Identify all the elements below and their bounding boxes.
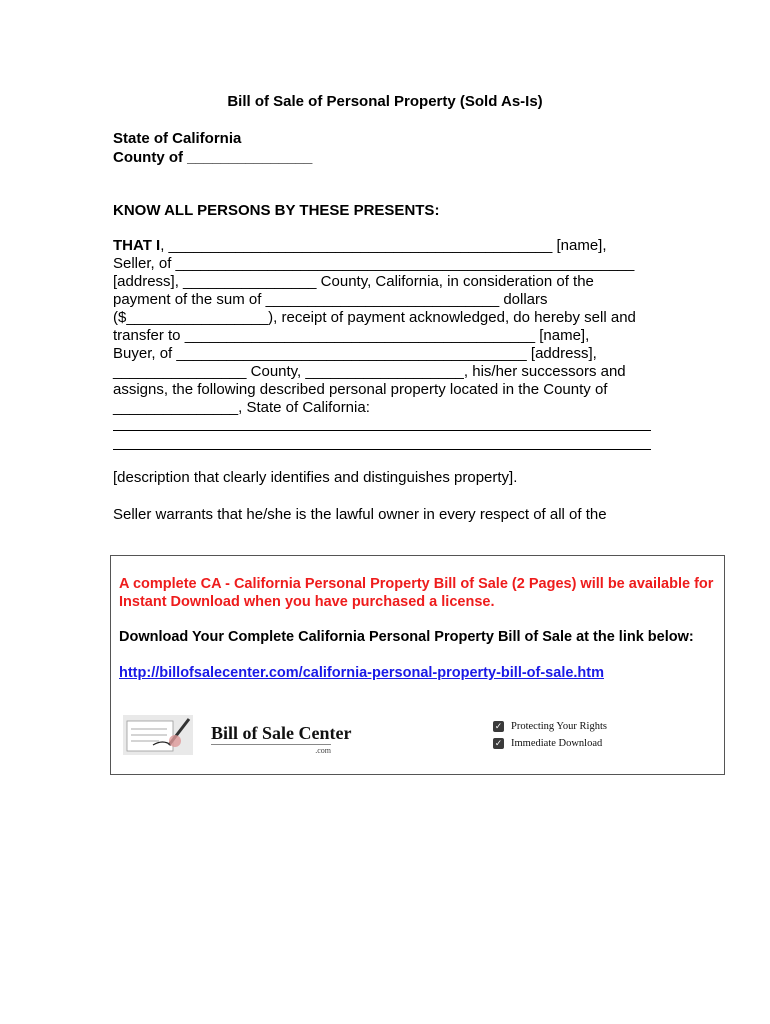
description-note: [description that clearly identifies and distinguishes property].: [113, 469, 518, 486]
checkmark-icon: ✓: [494, 721, 503, 732]
state-line: State of California: [113, 130, 242, 147]
know-all-heading: KNOW ALL PERSONS BY THESE PRESENTS:: [113, 202, 440, 219]
jurisdiction-block: [113, 129, 312, 167]
purchase-notice: A complete CA - California Personal Property Bill of Sale (2 Pages) will be available for Instant Download when you have purchased a license.: [119, 576, 714, 610]
body-line: Seller, of _______________________________________________________: [113, 255, 635, 272]
download-instruction: Download Your Complete California Personal Property Bill of Sale at the link below:: [119, 629, 694, 645]
body-line: ________________ County, ___________________, his/her successors and: [113, 363, 626, 380]
body-line: [address], ________________ County, California, in consideration of the: [113, 273, 594, 290]
brand-banner: [123, 711, 683, 759]
brand-name: Bill of Sale Center: [211, 723, 352, 743]
body-paragraph: [113, 237, 653, 417]
brand-suffix: .com: [211, 744, 331, 755]
purchase-notice-box: [110, 555, 725, 775]
body-line: assigns, the following described personal property located in the County of: [113, 381, 608, 398]
body-line: payment of the sum of ____________________________ dollars: [113, 291, 548, 308]
pen-signing-icon: [123, 715, 193, 755]
warranty-text: Seller warrants that he/she is the lawful owner in every respect of all of the: [113, 506, 607, 523]
body-line: _______________, State of California:: [113, 399, 370, 416]
description-blank-line: [113, 449, 651, 450]
that-i-lead: THAT I: [113, 237, 161, 254]
county-line: County of _______________: [113, 149, 313, 166]
description-blank-line: [113, 430, 651, 431]
body-line: transfer to __________________________________________ [name],: [113, 327, 590, 344]
feature-item: ✓ Protecting Your Rights: [494, 721, 607, 732]
document-title: Bill of Sale of Personal Property (Sold As-Is): [227, 93, 543, 110]
body-line: Buyer, of __________________________________________ [address],: [113, 345, 597, 362]
body-line: ($_________________), receipt of payment acknowledged, do hereby sell and: [113, 309, 636, 326]
checkmark-icon: ✓: [494, 738, 503, 749]
feature-item: ✓ Immediate Download: [494, 738, 603, 749]
body-line: THAT I, ______________________________________________ [name],: [113, 237, 607, 254]
download-link[interactable]: http://billofsalecenter.com/california-personal-property-bill-of-sale.htm: [119, 665, 605, 681]
